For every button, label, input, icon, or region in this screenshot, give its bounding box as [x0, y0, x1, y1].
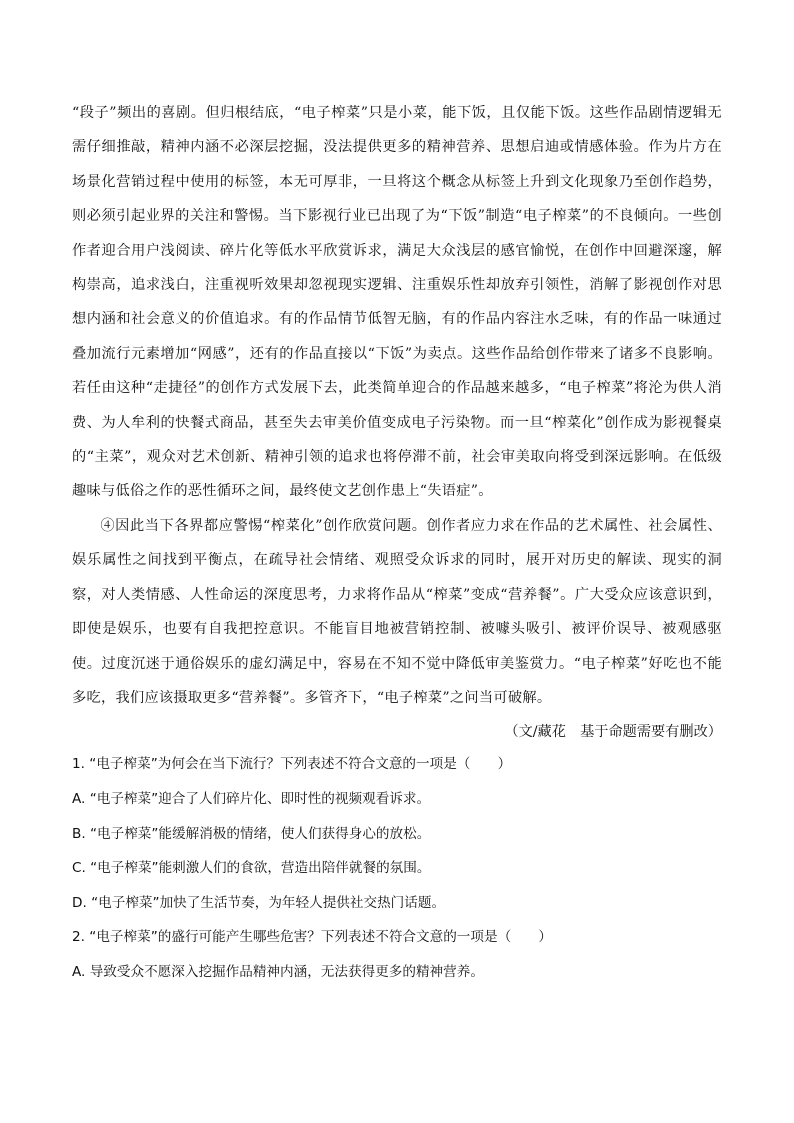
- option-a: A. 导致受众不愿深入挖掘作品精神内涵，无法获得更多的精神营养。: [72, 963, 484, 980]
- option-d: D. “电子榨菜”加快了生活节奏，为年轻人提供社交热门话题。: [72, 894, 446, 911]
- question-stem: 1. “电子榨菜”为何会在当下流行？下列表述不符合文意的一项是（ ）: [72, 756, 512, 773]
- question-1: [72, 747, 722, 920]
- option-a: A. “电子榨菜”迎合了人们碎片化、即时性的视频观看诉求。: [72, 790, 431, 807]
- document-body: [72, 96, 722, 989]
- option-c: C. “电子榨菜”能刺激人们的食欲，营造出陪伴就餐的氛围。: [72, 860, 431, 877]
- passage-source: （文/藏花 基于命题需要有删改）: [504, 724, 722, 741]
- passage-paragraph-continued: “段子”频出的喜剧。但归根结底，“电子榨菜”只是小菜，能下饭，且仅能下饭。这些作品剧情逻辑无需仔细推敲，精神内涵不必深层挖掘，没法提供更多的精神营养、思想启迪或情感体验。作为片方在场景化营销过程中使用的标签，本无可厚非，一旦将这个概念从标签上升到文化现象乃至创作趋势，则必须引起业界的关注和警惕。当下影视行业已出现了为“下饭”制造“电子榨菜”的不良倾向。一些创作者迎合用户浅阅读、碎片化等低水平欣赏诉求，满足大众浅层的感官愉悦，在创作中回避深邃，解构崇高，追求浅白，注重视听效果却忽视现实逻辑、注重娱乐性却放弃引领性，消解了影视创作对思想内涵和社会意义的价值追求。有的作品情节低智无脑，有的作品内容注水乏味，有的作品一味通过叠加流行元素增加“网感”，还有的作品直接以“下饭”为卖点。这些作品给创作带来了诸多不良影响。若任由这种“走捷径”的创作方式发展下去，此类简单迎合的作品越来越多，“电子榨菜”将沦为供人消费、为人牟利的快餐式商品，甚至失去审美价值变成电子污染物。而一旦“榨菜化”创作成为影视餐桌的“主菜”，观众对艺术创新、精神引领的追求也将停滞不前，社会审美取向将受到深远影响。在低级趣味与低俗之作的恶性循环之间，最终使文艺创作患上“失语症”。: [72, 105, 722, 500]
- passage-paragraph-4: ④因此当下各界都应警惕“榨菜化”创作欣赏问题。创作者应力求在作品的艺术属性、社会属性、娱乐属性之间找到平衡点，在疏导社会情绪、观照受众诉求的同时，展开对历史的解读、现实的洞察，对人类情感、人性命运的深度思考，力求将作品从“榨菜”变成“营养餐”。广大受众应该意识到，即使是娱乐，也要有自我把控意识。不能盲目地被营销控制、被噱头吸引、被评价误导、被观感驱使。过度沉迷于通俗娱乐的虚幻满足中，容易在不知不觉中降低审美鉴赏力。“电子榨菜”好吃也不能多吃，我们应该摄取更多“营养餐”。多管齐下，“电子榨菜”之问当可破解。: [72, 517, 722, 706]
- question-stem: 2. “电子榨菜”的盛行可能产生哪些危害？下列表述不符合文意的一项是（ ）: [72, 929, 552, 946]
- option-b: B. “电子榨菜”能缓解消极的情绪，使人们获得身心的放松。: [72, 825, 431, 842]
- question-2: [72, 920, 722, 989]
